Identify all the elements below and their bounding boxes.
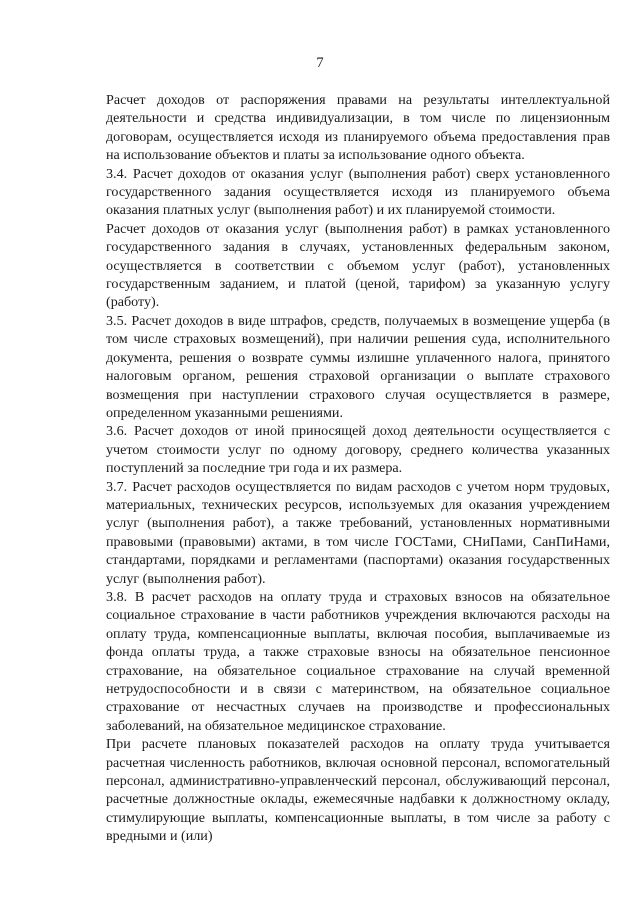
paragraph-3-4-services-income: 3.4. Расчет доходов от оказания услуг (выполнения работ) сверх установленного государственного задания осуществляется исходя из планируемого объема оказания платных услуг (выполнения работ) и их планируемой стоимости.	[106, 165, 610, 219]
paragraph-3-6-other-income: 3.6. Расчет доходов от иной приносящей доход деятельности осуществляется с учетом стоимости услуг по одному договору, среднего количества указанных поступлений за последние три года и их размера.	[106, 423, 610, 477]
paragraph-labor-planning: При расчете плановых показателей расходов на оплату труда учитывается расчетная численность работников, включая основной персонал, вспомогательный персонал, административно-управленческий персонал, обслуживающий персонал, расчетные должностные оклады, ежемесячные надбавки к должностному окладу, стимулирующие выплаты, компенсационные выплаты, в том числе за работу с вредными и (или)	[106, 736, 610, 845]
paragraph-intellectual-property-income: Расчет доходов от распоряжения правами на результаты интеллектуальной деятельности и средства индивидуализации, в том числе по лицензионным договорам, осуществляется исходя из планируемого объема предоставления прав на использование объектов и платы за использование одного объекта.	[106, 92, 610, 164]
page-number: 7	[316, 55, 324, 71]
paragraph-3-7-expenses: 3.7. Расчет расходов осуществляется по видам расходов с учетом норм трудовых, материальных, технических ресурсов, используемых для оказания учреждением услуг (выполнения работ), а также требований, установленных нормативными правовыми (правовыми) актами, в том числе ГОСТами, СНиПами, СанПиНами, стандартами, порядками и регламентами (паспортами) оказания государственных услуг (выполнения работ).	[106, 478, 610, 587]
paragraph-state-task-services-income: Расчет доходов от оказания услуг (выполнения работ) в рамках установленного государственного задания в случаях, установленных федеральным законом, осуществляется в соответствии с объемом услуг (работ), установленных государственным заданием, и платой (ценой, тарифом) за указанную услугу (работу).	[106, 220, 610, 311]
paragraph-3-5-fines-income: 3.5. Расчет доходов в виде штрафов, средств, получаемых в возмещение ущерба (в том числе страховых возмещений), при наличии решения суда, исполнительного документа, решения о возврате суммы излишне уплаченного налога, принятого налоговым органом, решения страховой организации о выплате страхового возмещения при наступлении страхового случая осуществляется в размере, определенном указанными решениями.	[106, 312, 610, 421]
document-body	[106, 91, 610, 846]
paragraph-3-8-labor-expenses: 3.8. В расчет расходов на оплату труда и страховых взносов на обязательное социальное страхование в части работников учреждения включаются расходы на оплату труда, компенсационные выплаты, включая пособия, выплачиваемые из фонда оплаты труда, а также страховые взносы на обязательное пенсионное страхование, на обязательное социальное страхование на случай временной нетрудоспособности и в связи с материнством, на обязательное социальное страхование от несчастных случаев на производстве и профессиональных заболеваний, на обязательное медицинское страхование.	[106, 588, 610, 734]
